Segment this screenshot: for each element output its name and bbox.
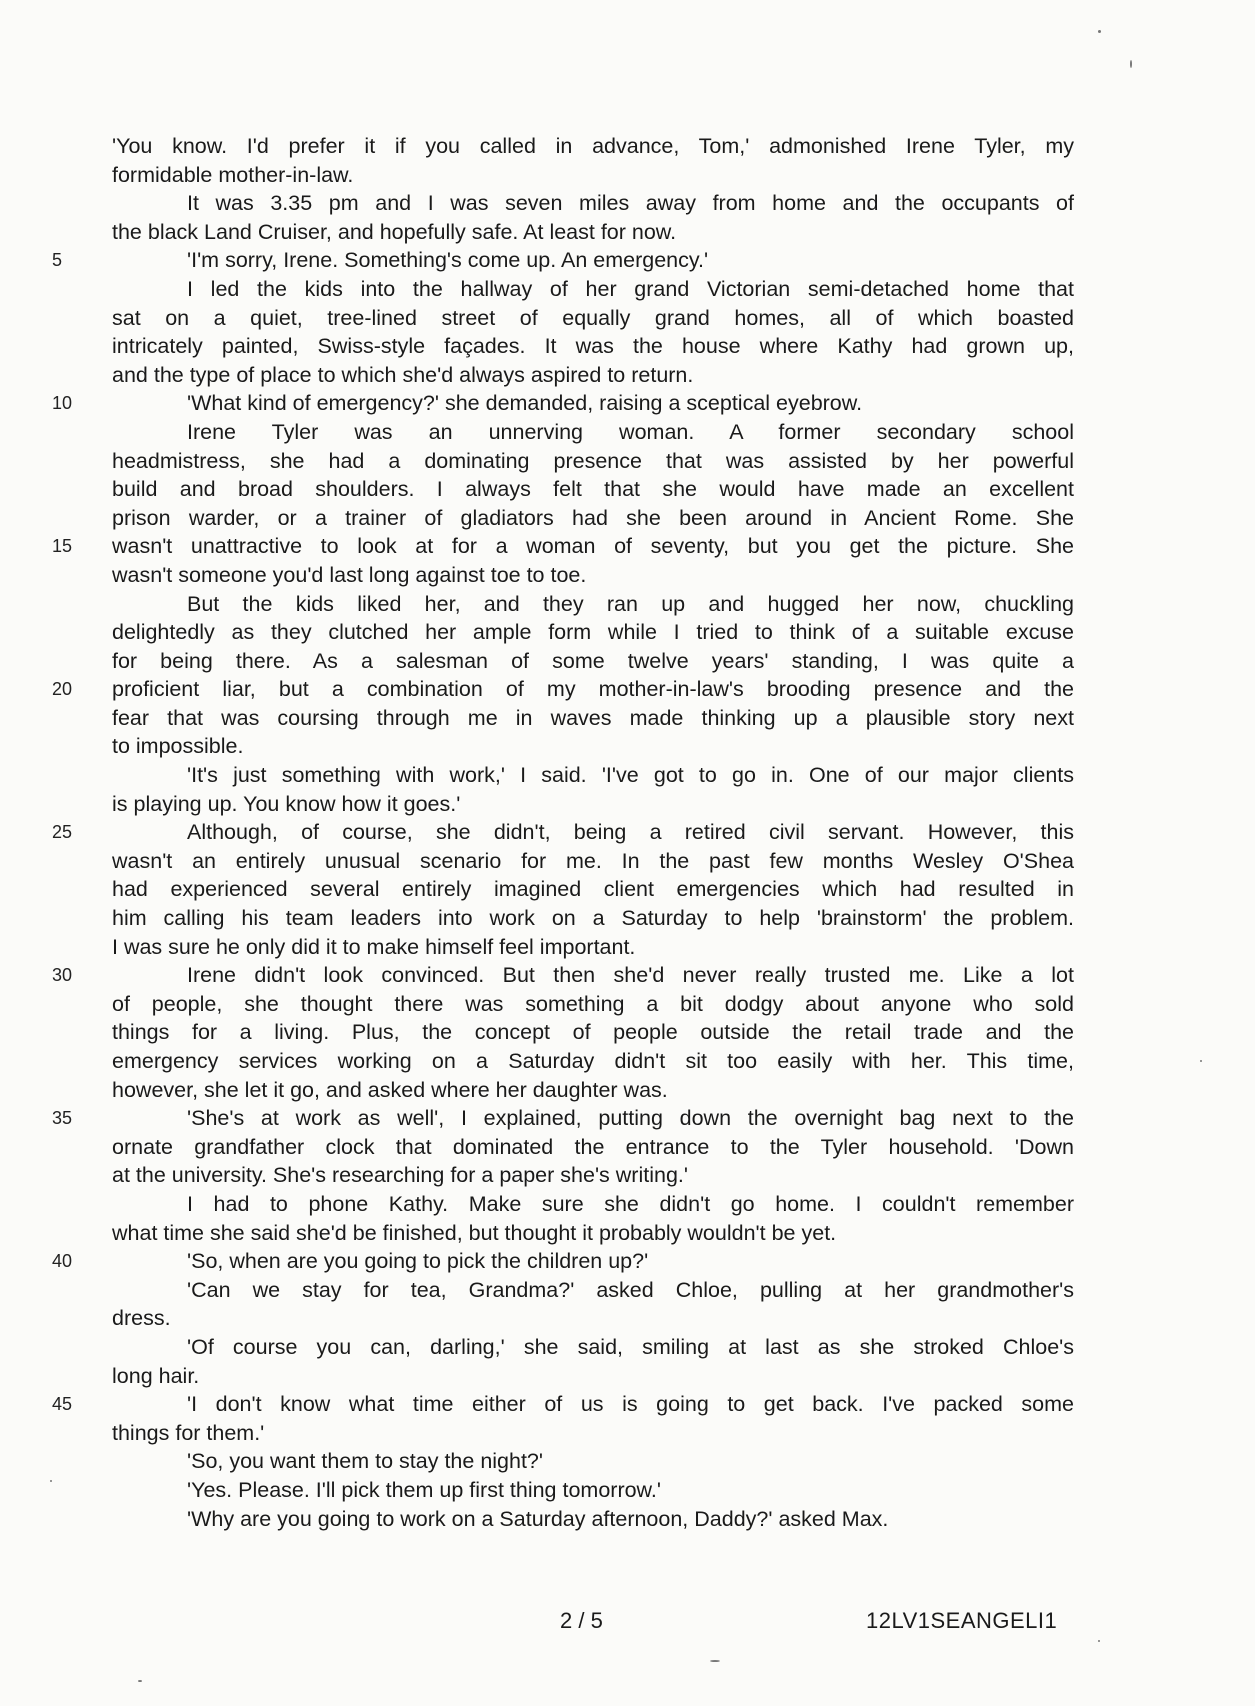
text-line [112, 275, 1074, 304]
scan-speck [1098, 30, 1101, 33]
text-line [112, 132, 1074, 161]
text-line [52, 818, 1074, 847]
text-line-content: I led the kids into the hallway of her grand Victorian semi-detached home that [187, 276, 1074, 301]
text-line-content: prison warder, or a trainer of gladiators had she been around in Ancient Rome. She [112, 505, 1074, 530]
text-line [112, 732, 1074, 761]
text-line-content: the black Land Cruiser, and hopefully safe. At least for now. [112, 219, 677, 244]
text-line [112, 332, 1074, 361]
text-line-content: him calling his team leaders into work on a Saturday to help 'brainstorm' the problem. [112, 906, 1074, 931]
line-number: 45 [52, 1394, 73, 1415]
text-line-content: for being there. As a salesman of some twelve years' standing, I was quite a [112, 648, 1074, 673]
text-line [112, 561, 1074, 590]
text-line-content: headmistress, she had a dominating presence that was assisted by her powerful [112, 448, 1074, 473]
line-number: 30 [52, 965, 73, 986]
text-line-content: 'So, you want them to stay the night?' [187, 1449, 543, 1474]
scan-speck [710, 1660, 720, 1662]
line-number: 35 [52, 1108, 73, 1129]
text-line [112, 218, 1074, 247]
line-number: 5 [52, 250, 63, 271]
line-number: 15 [52, 536, 73, 557]
text-line-content: I had to phone Kathy. Make sure she didn't go home. I couldn't remember [187, 1191, 1074, 1216]
text-line [112, 1133, 1074, 1162]
scan-speck [1200, 1060, 1202, 1062]
text-line-content: 'So, when are you going to pick the children up?' [187, 1249, 649, 1274]
text-line [112, 647, 1074, 676]
text-line [112, 904, 1074, 933]
text-line-content: wasn't an entirely unusual scenario for me. In the past few months Wesley O'Shea [112, 848, 1074, 873]
text-line [112, 1419, 1074, 1448]
text-line-content: of people, she thought there was something a bit dodgy about anyone who sold [112, 991, 1074, 1016]
text-line [52, 1247, 1074, 1276]
text-line [112, 189, 1074, 218]
text-line [112, 590, 1074, 619]
text-line-content: however, she let it go, and asked where her daughter was. [112, 1077, 668, 1102]
text-line-content: But the kids liked her, and they ran up and hugged her now, chuckling [187, 591, 1074, 616]
text-line-content: proficient liar, but a combination of my mother-in-law's brooding presence and the [112, 677, 1074, 702]
text-line [52, 675, 1074, 704]
text-line [112, 1447, 1074, 1476]
text-line-content: 'You know. I'd prefer it if you called in advance, Tom,' admonished Irene Tyler, my [112, 134, 1074, 158]
text-line [112, 475, 1074, 504]
text-line-content: is playing up. You know how it goes.' [112, 791, 461, 816]
text-line [112, 875, 1074, 904]
text-line [112, 418, 1074, 447]
line-number: 20 [52, 679, 73, 700]
text-line-content: formidable mother-in-law. [112, 162, 354, 187]
text-line-content: 'Can we stay for tea, Grandma?' asked Chloe, pulling at her grandmother's [187, 1277, 1074, 1302]
text-line [112, 790, 1074, 819]
text-line-content: Irene didn't look convinced. But then she'd never really trusted me. Like a lot [187, 963, 1074, 988]
text-line [112, 1476, 1074, 1505]
text-line-content: things for a living. Plus, the concept of people outside the retail trade and the [112, 1020, 1074, 1045]
text-line [112, 1219, 1074, 1248]
text-line-content: wasn't unattractive to look at for a woman of seventy, but you get the picture. She [112, 534, 1074, 559]
text-line-content: what time she said she'd be finished, but thought it probably wouldn't be yet. [112, 1220, 837, 1245]
scan-speck [1098, 1640, 1100, 1642]
text-line [112, 1505, 1074, 1534]
text-line [112, 161, 1074, 190]
text-line [112, 304, 1074, 333]
text-line-content: delightedly as they clutched her ample form while I tried to think of a suitable excuse [112, 620, 1074, 645]
text-line-content: sat on a quiet, tree-lined street of equally grand homes, all of which boasted [112, 305, 1074, 330]
line-number: 25 [52, 822, 73, 843]
text-line-content: and the type of place to which she'd always aspired to return. [112, 362, 694, 387]
text-line-content: 'Of course you can, darling,' she said, smiling at last as she stroked Chloe's [187, 1334, 1074, 1359]
text-line-content: had experienced several entirely imagined client emergencies which had resulted in [112, 877, 1074, 902]
text-line-content: ornate grandfather clock that dominated the entrance to the Tyler household. 'Down [112, 1134, 1074, 1159]
text-line-content: I was sure he only did it to make himself feel important. [112, 934, 636, 959]
passage-text [52, 132, 1074, 1533]
text-line [52, 389, 1074, 418]
text-line-content: to impossible. [112, 734, 244, 759]
text-line [112, 1161, 1074, 1190]
text-line [112, 1018, 1074, 1047]
text-line [112, 504, 1074, 533]
text-line [112, 761, 1074, 790]
text-line-content: 'What kind of emergency?' she demanded, raising a sceptical eyebrow. [187, 391, 863, 416]
text-line [52, 961, 1074, 990]
text-line [112, 1362, 1074, 1391]
text-line-content: emergency services working on a Saturday didn't sit too easily with her. This time, [112, 1049, 1074, 1073]
text-line-content: long hair. [112, 1363, 200, 1388]
scan-speck [138, 1680, 142, 1682]
text-line-content: fear that was coursing through me in waves made thinking up a plausible story next [112, 705, 1074, 730]
text-line [52, 1104, 1074, 1133]
line-number: 10 [52, 393, 73, 414]
scan-speck [1130, 60, 1132, 68]
text-line [52, 1390, 1074, 1419]
text-line [52, 246, 1074, 275]
text-line [112, 933, 1074, 962]
text-line-content: things for them.' [112, 1420, 265, 1445]
text-line [112, 1076, 1074, 1105]
exam-code: 12LV1SEANGELI1 [866, 1608, 1058, 1633]
text-line-content: 'I don't know what time either of us is going to get back. I've packed some [187, 1392, 1074, 1417]
text-line [112, 1047, 1074, 1076]
text-line-content: dress. [112, 1306, 171, 1331]
text-line [112, 1276, 1074, 1305]
text-line [112, 1333, 1074, 1362]
text-line [52, 532, 1074, 561]
text-line-content: intricately painted, Swiss-style façades. It was the house where Kathy had grown up, [112, 334, 1074, 359]
text-line-content: 'She's at work as well', I explained, putting down the overnight bag next to the [187, 1106, 1074, 1131]
text-line [112, 361, 1074, 390]
text-line-content: at the university. She's researching for a paper she's writing.' [112, 1163, 688, 1188]
text-line [112, 618, 1074, 647]
text-line-content: 'Yes. Please. I'll pick them up first thing tomorrow.' [187, 1477, 661, 1502]
page-number: 2 / 5 [560, 1608, 603, 1633]
text-line-content: wasn't someone you'd last long against toe to toe. [112, 562, 587, 587]
text-line [112, 447, 1074, 476]
text-line [112, 1190, 1074, 1219]
text-line-content: 'It's just something with work,' I said. 'I've got to go in. One of our major clients [187, 763, 1074, 788]
text-line-content: build and broad shoulders. I always felt that she would have made an excellent [112, 477, 1074, 502]
text-line-content: 'I'm sorry, Irene. Something's come up. An emergency.' [187, 248, 709, 273]
scan-speck [50, 1480, 52, 1482]
text-line [112, 1304, 1074, 1333]
text-line-content: It was 3.35 pm and I was seven miles away from home and the occupants of [187, 191, 1074, 216]
text-line-content: Although, of course, she didn't, being a retired civil servant. However, this [187, 820, 1074, 845]
line-number: 40 [52, 1251, 73, 1272]
text-line [112, 847, 1074, 876]
text-line-content: Irene Tyler was an unnerving woman. A former secondary school [187, 419, 1074, 444]
text-line-content: 'Why are you going to work on a Saturday afternoon, Daddy?' asked Max. [187, 1506, 889, 1531]
text-line [112, 990, 1074, 1019]
text-line [112, 704, 1074, 733]
